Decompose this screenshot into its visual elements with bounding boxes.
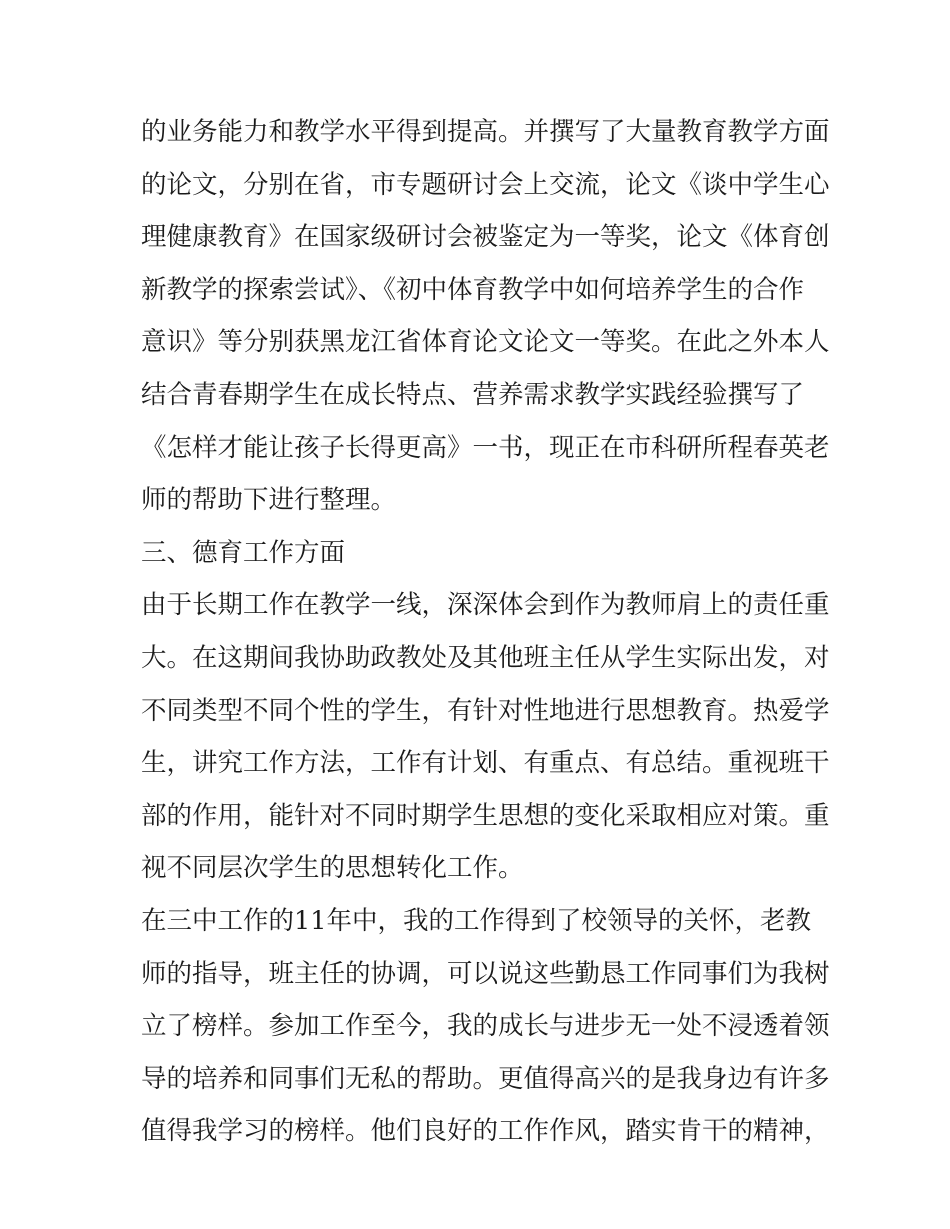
- text-line: 部的作用，能针对不同时期学生思想的变化采取相应对策。重: [141, 800, 830, 831]
- text-line: 新教学的探索尝试》、《初中体育教学中如何培养学生的合作: [141, 274, 805, 305]
- text-line: 生，讲究工作方法，工作有计划、有重点、有总结。重视班干: [141, 748, 830, 779]
- text-line: 师的指导，班主任的协调，可以说这些勤恳工作同事们为我树: [141, 958, 830, 989]
- section-heading: 三、德育工作方面: [141, 537, 346, 568]
- text-line: 在三中工作的11年中，我的工作得到了校领导的关怀，老教: [141, 905, 811, 936]
- text-line: 视不同层次学生的思想转化工作。: [141, 853, 524, 884]
- text-line: 的论文，分别在省，市专题研讨会上交流，论文《谈中学生心: [141, 169, 830, 200]
- text-line: 《怎样才能让孩子长得更高》一书，现正在市科研所程春英老: [141, 432, 830, 463]
- text-line: 结合青春期学生在成长特点、营养需求教学实践经验撰写了: [141, 379, 805, 410]
- text-line: 立了榜样。参加工作至今，我的成长与进步无一处不浸透着领: [141, 1011, 830, 1042]
- text-line: 师的帮助下进行整理。: [141, 485, 397, 516]
- text-line: 大。在这期间我协助政教处及其他班主任从学生实际出发，对: [141, 642, 830, 673]
- text-line: 导的培养和同事们无私的帮助。更值得高兴的是我身边有许多: [141, 1063, 830, 1094]
- body-text: [141, 106, 830, 1158]
- text-line: 不同类型不同个性的学生，有针对性地进行思想教育。热爱学: [141, 695, 830, 726]
- text-line: 意识》等分别获黑龙江省体育论文论文一等奖。在此之外本人: [141, 327, 830, 358]
- text-line: 的业务能力和教学水平得到提高。并撰写了大量教育教学方面: [141, 117, 830, 147]
- text-line: 值得我学习的榜样。他们良好的工作作风，踏实肯干的精神，: [141, 1116, 830, 1147]
- text-line: 理健康教育》在国家级研讨会被鉴定为一等奖，论文《体育创: [141, 222, 830, 253]
- text-line: 由于长期工作在教学一线，深深体会到作为教师肩上的责任重: [141, 590, 830, 621]
